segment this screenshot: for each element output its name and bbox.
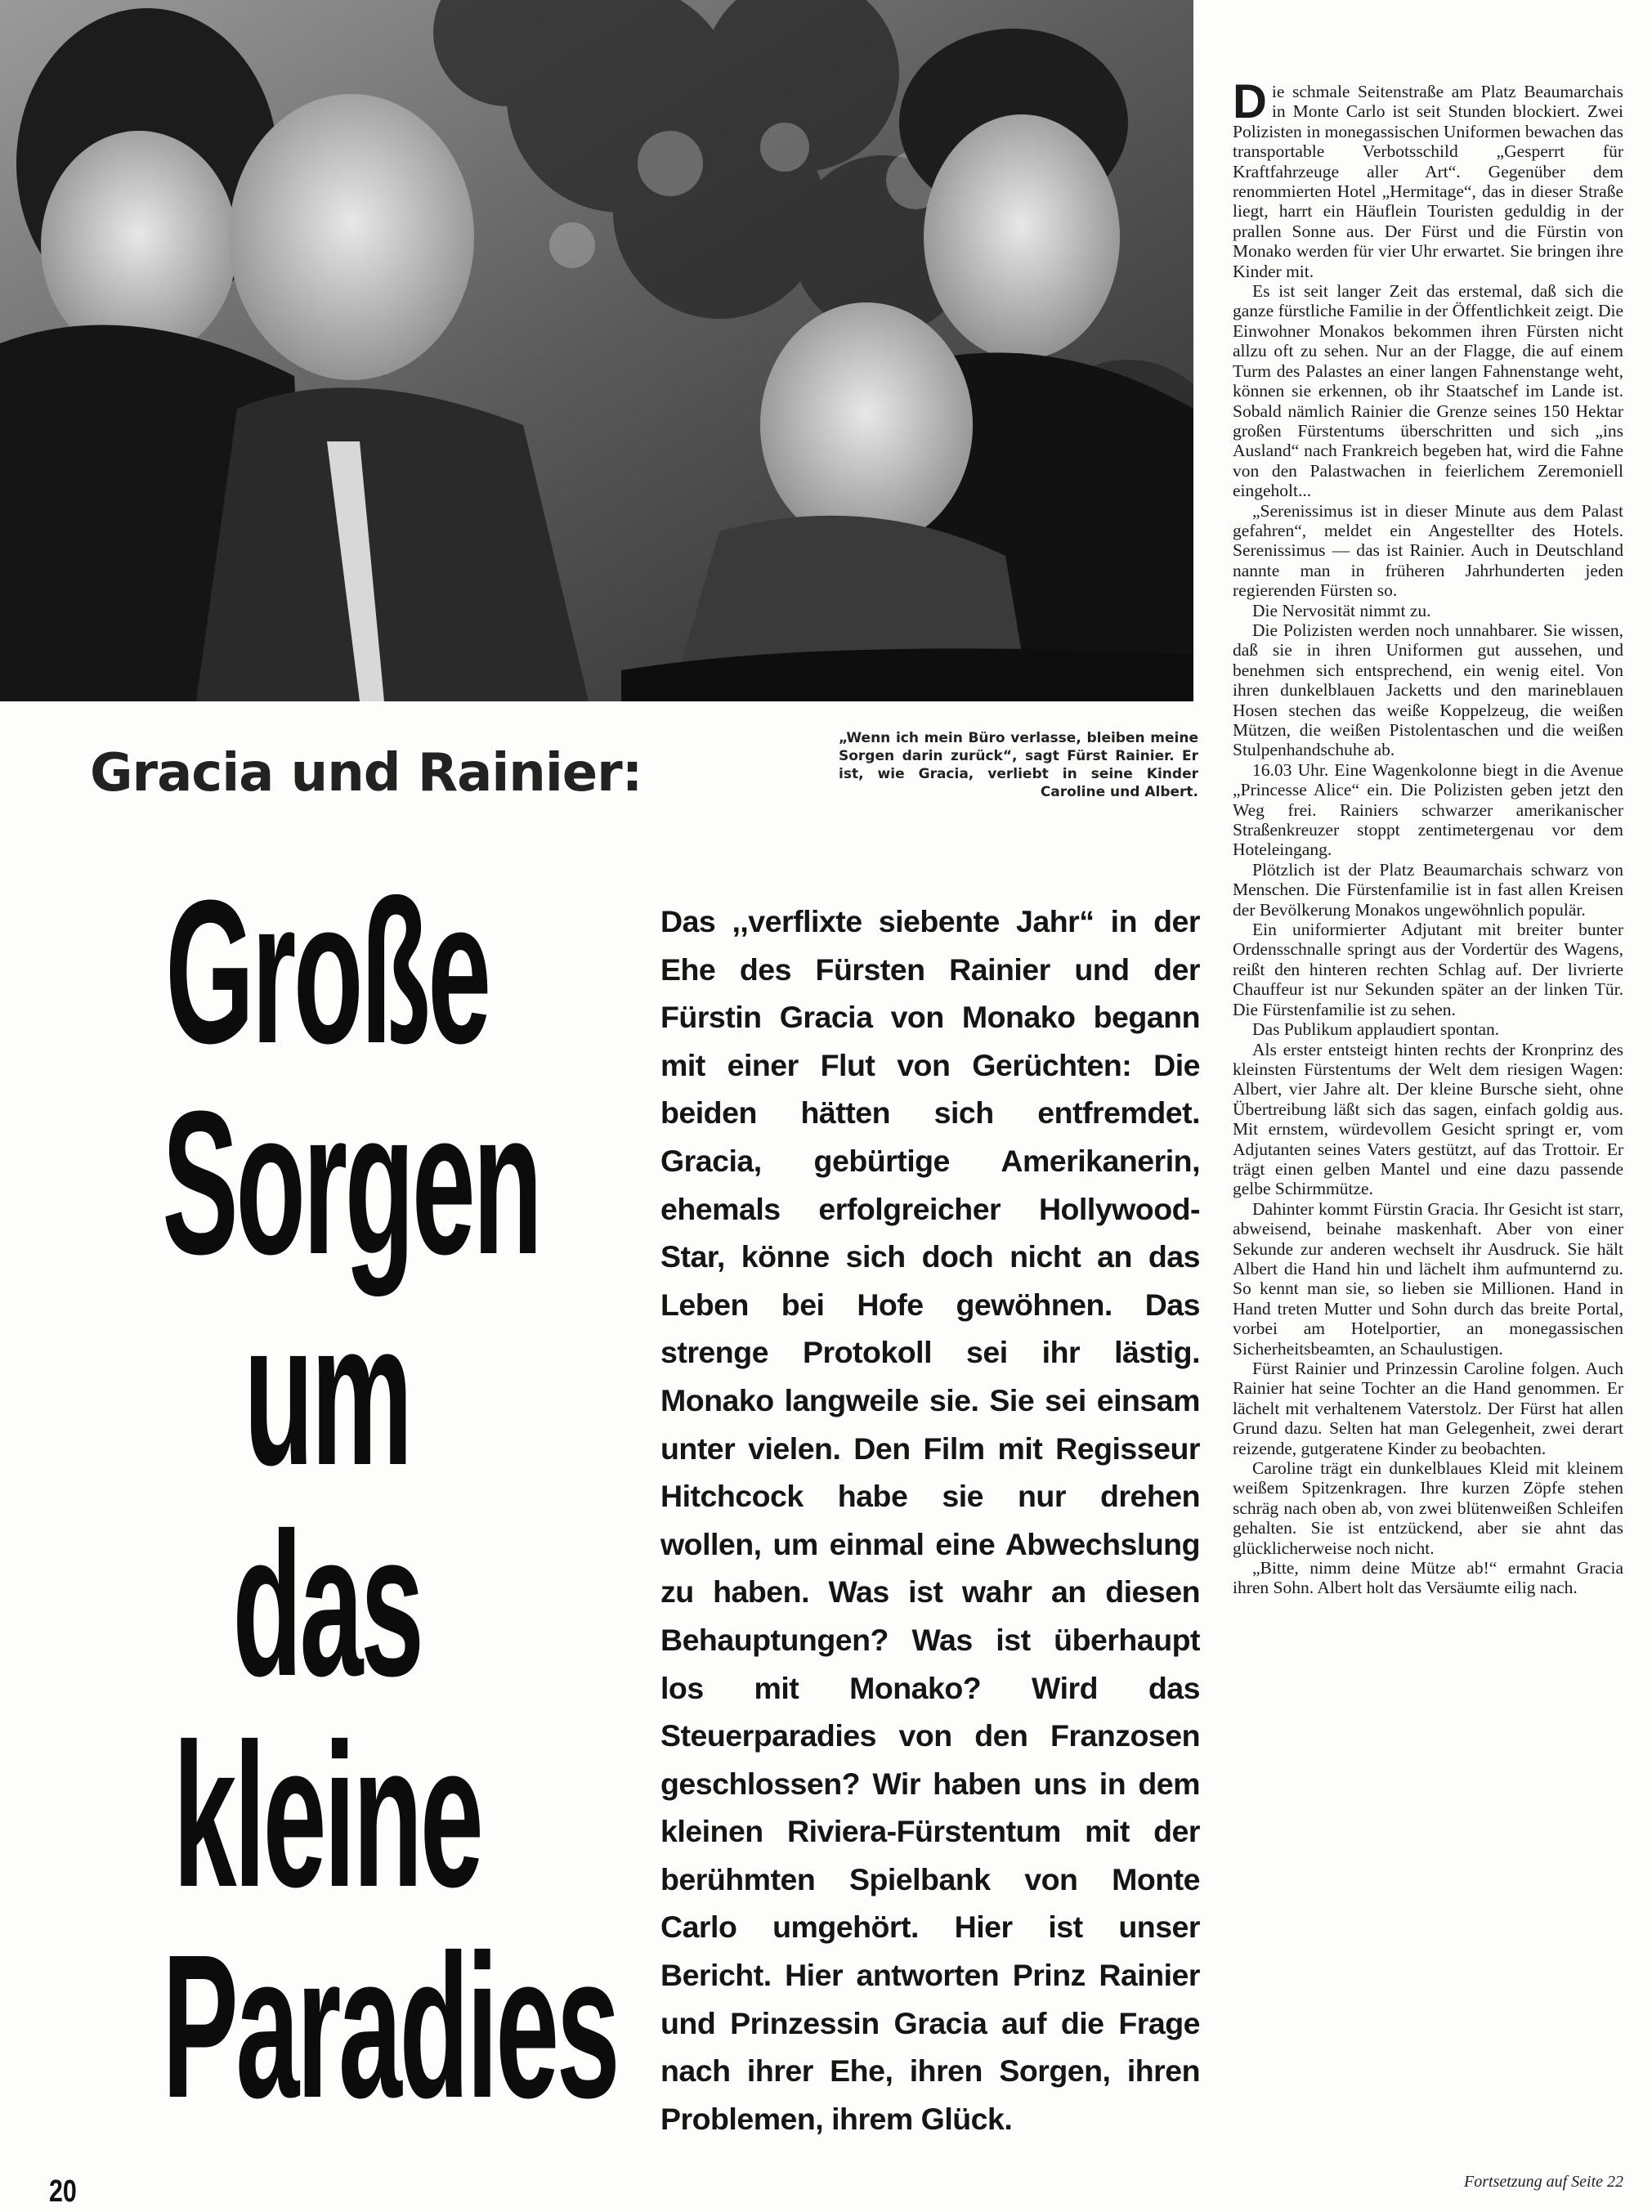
headline-line: Sorgen bbox=[162, 1068, 540, 1296]
photo-caption: „Wenn ich mein Büro verlasse, bleiben meine Sorgen darin zurück“, sagt Fürst Rainier. Er ist, wie Gracia, verliebt in seine Kinder Caroline und Albert. bbox=[839, 730, 1198, 800]
drop-cap: D bbox=[1233, 75, 1267, 128]
body-paragraph: Caroline trägt ein dunkelblaues Kleid mit kleinem weißem Spitzenkragen. Ihre kurzen Zöpfe stehen schräg nach oben ab, von zwei blütenweißen Schleifen gehalten. Sie ist entzückend, aber sie ahnt das glücklicherweise noch nicht. bbox=[1233, 1458, 1623, 1558]
body-column bbox=[1233, 75, 1623, 1598]
headline-line: Große bbox=[165, 857, 489, 1086]
body-paragraph: „Serenissimus ist in dieser Minute aus dem Palast gefahren“, meldet ein Angestellter des Hotels. Serenissimus — das ist Rainier. Auch in Deutschland nannte man in früheren Jahrhunderten jeden regierenden Fürsten so. bbox=[1233, 500, 1623, 601]
headline-line: das bbox=[232, 1490, 422, 1718]
body-paragraph: Fürst Rainier und Prinzessin Caroline folgen. Auch Rainier hat seine Tochter an die Hand genommen. Er lächelt mit verhaltenem Vaterstolz. Der Fürst hat allen Grund dazu. Selten hat man Gelegenheit, zwei derart reizende, gutgeratene Kinder zu beobachten. bbox=[1233, 1359, 1623, 1458]
body-paragraph: 16.03 Uhr. Eine Wagenkolonne biegt in die Avenue „Princesse Alice“ ein. Die Polizisten geben jetzt den Weg frei. Rainiers schwarzer amerikanischer Straßenkreuzer stoppt zentimetergenau vor dem Hoteleingang. bbox=[1233, 759, 1623, 860]
body-paragraph: Die Polizisten werden noch unnahbarer. Sie wissen, daß sie in ihren Uniformen gut aussehen, und benehmen sich entsprechend, ein wenig eitel. Von ihren dunkelblauen Jacketts und den marineblauen Hosen stechen das weiße Koppelzeug, die weißen Mützen, die weißen Pistolentaschen und die weißen Stulpenhandschuhe ab. bbox=[1233, 620, 1623, 760]
headline-line: Paradies bbox=[162, 1912, 618, 2140]
page-number: 20 bbox=[49, 2174, 77, 2209]
family-photo bbox=[0, 0, 1193, 701]
body-paragraph: Die schmale Seitenstraße am Platz Beaumarchais in Monte Carlo ist seit Stunden blockiert. Zwei Polizisten in monegassischen Uniformen bewachen das transportable Verbotsschild „Gesperrt für Kraftfahrzeuge aller Art“. Gegenüber dem renommierten Hotel „Hermitage“, das in dieser Straße liegt, harrt ein Häuflein Touristen geduldig in der prallen Sonne aus. Der Fürst und die Fürstin von Monako werden für vier Uhr erwartet. Sie bringen ihre Kinder mit. bbox=[1233, 75, 1623, 281]
headline-line: um bbox=[244, 1279, 410, 1507]
body-paragraph: Ein uniformierter Adjutant mit breiter bunter Ordensschnalle springt aus der Vordertür des Wagens, reißt den hinteren rechten Schlag auf. Der livrierte Chauffeur ist nur Sekunden später an der linken Tür. Die Fürstenfamilie ist zu sehen. bbox=[1233, 920, 1623, 1019]
body-paragraph: Plötzlich ist der Platz Beaumarchais schwarz von Menschen. Die Fürstenfamilie ist in fast allen Kreisen der Bevölkerung Monakos ungewöhnlich populär. bbox=[1233, 859, 1623, 920]
body-paragraph: Das Publikum applaudiert spontan. bbox=[1252, 1019, 1500, 1040]
body-paragraph: Die Nervosität nimmt zu. bbox=[1252, 600, 1431, 620]
headline bbox=[33, 857, 621, 2140]
family-photo-illustration bbox=[0, 0, 1193, 701]
kicker-title: Gracia und Rainier: bbox=[90, 743, 642, 804]
body-paragraph: Dahinter kommt Fürstin Gracia. Ihr Gesicht ist starr, abweisend, beinahe maskenhaft. Aber von einer Sekunde zur anderen wechselt ihr Ausdruck. Sie hält Albert die Hand hin und lächelt ihm aufmunternd zu. So kennt man sie, so lieben sie Millionen. Hand in Hand treten Mutter und Sohn durch das breite Portal, vorbei am Hotelportier, an monegassischen Sicherheitsbeamten, an Schaulustigen. bbox=[1233, 1198, 1623, 1359]
body-paragraph: Als erster entsteigt hinten rechts der Kronprinz des kleinsten Fürstentums der Welt dem riesigen Wagen: Albert, vier Jahre alt. Der kleine Bursche sieht, ohne Übertreibung läßt sich das sagen, einfach goldig aus. Mit ernstem, würdevollem Gesicht springt er, vom Adjutanten seines Vaters gestützt, auf das Trottoir. Er trägt einen gelben Mantel und eine dazu passende gelbe Schirmmütze. bbox=[1233, 1039, 1623, 1199]
continuation-note: Fortsetzung auf Seite 22 bbox=[1464, 2173, 1623, 2191]
lead-paragraph: Das ,,verflixte siebente Jahr“ in der Ehe des Fürsten Rainier und der Fürstin Gracia von Monako begann mit einer Flut von Gerüchten: Die beiden hätten sich entfremdet. Gracia, gebürtige Amerikanerin, ehemals erfolgreicher Hollywood-Star, könne sich doch nicht an das Leben bei Hofe gewöhnen. Das strenge Protokoll sei ihr lästig. Monako langweile sie. Sie sei einsam unter vielen. Den Film mit Regisseur Hitchcock habe sie nur drehen wollen, um einmal eine Abwechslung zu haben. Was ist wahr an diesen Behauptungen? Was ist überhaupt los mit Monako? Wird das Steuerparadies von den Franzosen geschlossen? Wir haben uns in dem kleinen Riviera-Fürstentum mit der berühmten Spielbank von Monte Carlo umgehört. Hier ist unser Bericht. Hier antworten Prinz Rainier und Prinzessin Gracia auf die Frage nach ihrer Ehe, ihren Sorgen, ihren Problemen, ihrem Glück. bbox=[660, 904, 1200, 2136]
body-paragraph: Es ist seit langer Zeit das erstemal, daß sich die ganze fürstliche Familie in der Öffentlichkeit zeigt. Die Einwohner Monakos bekommen ihren Fürsten nicht allzu oft zu sehen. Nur an der Flagge, die auf einem Turm des Palastes an einer langen Fahnenstange weht, können sie erkennen, ob ihr Staatschef im Lande ist. Sobald nämlich Rainier die Grenze seines 150 Hektar großen Fürstentums überschritten und sich „ins Ausland“ nach Frankreich begeben hat, wird die Fahne von den Palastwachen in feierlichem Zeremoniell eingeholt... bbox=[1233, 281, 1623, 501]
headline-line: kleine bbox=[172, 1701, 481, 1929]
body-paragraph: „Bitte, nimm deine Mütze ab!“ ermahnt Gracia ihren Sohn. Albert holt das Versäumte eilig nach. bbox=[1233, 1558, 1623, 1598]
